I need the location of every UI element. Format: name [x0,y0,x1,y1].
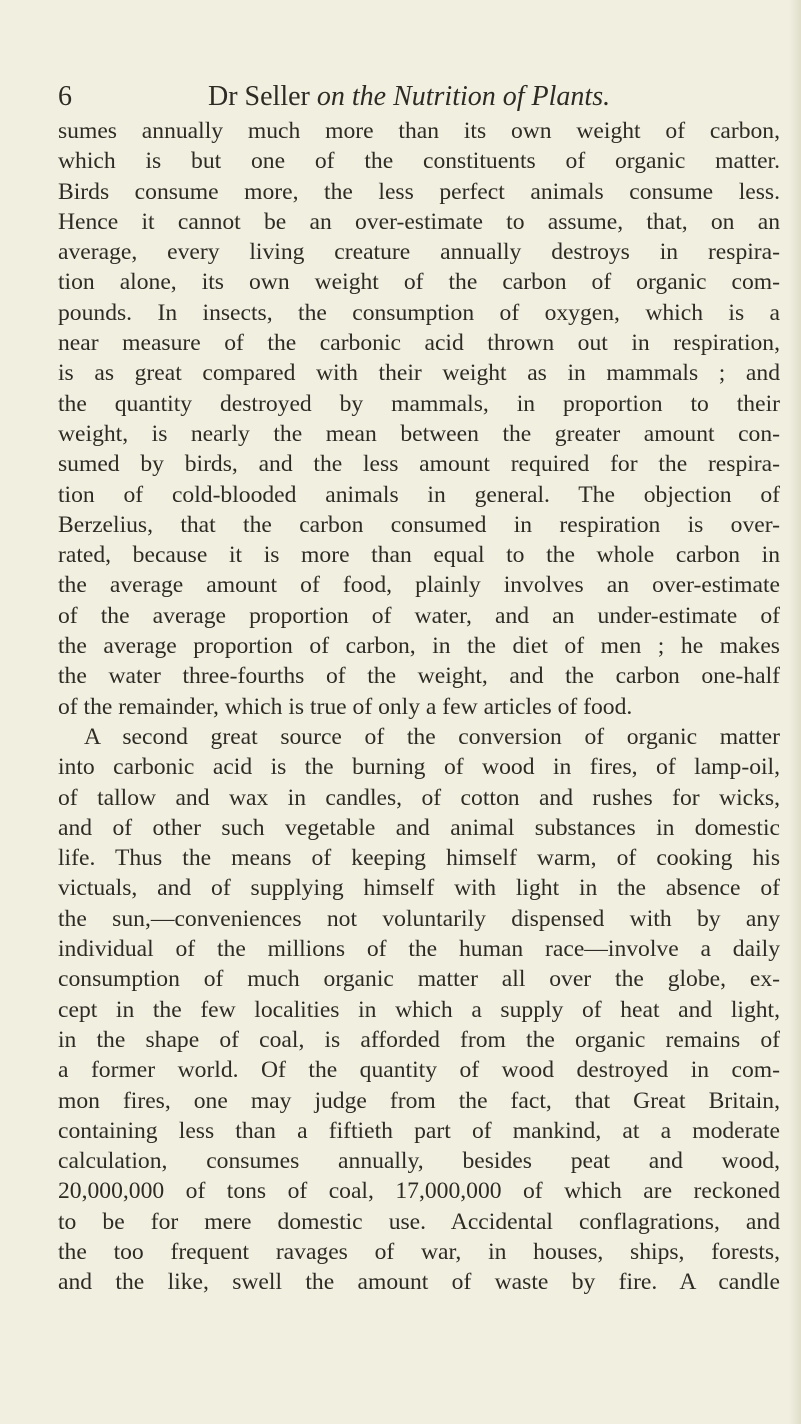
text-line: consumption of much organic matter all over the globe, ex- [58,966,780,993]
text-line: cept in the few localities in which a supply of heat and light, [58,996,780,1023]
text-line: the quantity destroyed by mammals, in proportion to their [58,390,780,417]
text-line: of tallow and wax in candles, of cotton and rushes for wicks, [58,784,780,811]
text-line: sumed by birds, and the less amount required for the respira- [58,451,780,478]
text-line: pounds. In insects, the consumption of oxygen, which is a [58,299,780,326]
text-line: containing less than a fiftieth part of mankind, at a moderate [58,1117,780,1144]
page-number: 6 [58,81,72,112]
text-line: tion of cold-blooded animals in general. The objection of [58,481,780,508]
text-line: into carbonic acid is the burning of wood in fires, of lamp-oil, [58,754,780,781]
text-line: victuals, and of supplying himself with light in the absence of [58,875,780,902]
text-line: to be for mere domestic use. Accidental conflagrations, and [58,1208,780,1235]
text-line: calculation, consumes annually, besides peat and wood, [58,1148,780,1175]
text-line: near measure of the carbonic acid thrown out in respiration, [58,330,780,357]
text-line: is as great compared with their weight as in mammals ; and [58,360,780,387]
text-line: the average proportion of carbon, in the diet of men ; he makes [58,633,780,660]
text-line: Hence it cannot be an over-estimate to assume, that, on an [58,208,780,235]
text-line: individual of the millions of the human race—involve a daily [58,936,780,963]
text-line: average, every living creature annually destroys in respira- [58,239,780,266]
page-edge-shadow [789,0,801,1424]
text-line: of the average proportion of water, and an under-estimate of [58,602,780,629]
text-line: life. Thus the means of keeping himself warm, of cooking his [58,845,780,872]
text-line: 20,000,000 of tons of coal, 17,000,000 of which are reckoned [58,1178,780,1205]
text-line: tion alone, its own weight of the carbon of organic com- [58,269,780,296]
text-line: mon fires, one may judge from the fact, that Great Britain, [58,1087,780,1114]
text-line: the too frequent ravages of war, in houses, ships, forests, [58,1238,780,1265]
text-line: the sun,—conveniences not voluntarily dispensed with by any [58,905,780,932]
text-line: rated, because it is more than equal to the whole carbon in [58,542,780,569]
running-head [58,80,768,114]
text-line: weight, is nearly the mean between the greater amount con- [58,420,780,447]
text-line: A second great source of the conversion of organic matter [84,723,780,750]
paragraph-2 [58,722,780,1298]
text-line: a former world. Of the quantity of wood destroyed in com- [58,1057,780,1084]
text-line: and of other such vegetable and animal substances in domestic [58,814,780,841]
text-line: of the remainder, which is true of only a few articles of food. [58,693,633,720]
text-line: the average amount of food, plainly involves an over-estimate [58,572,780,599]
running-title-author: Dr Seller [208,81,310,112]
text-line: sumes annually much more than its own weight of carbon, [58,118,780,144]
text-line: which is but one of the constituents of organic matter. [58,148,780,175]
text-line: the water three-fourths of the weight, and the carbon one-half [58,663,780,690]
text-line: in the shape of coal, is afforded from the organic remains of [58,1026,780,1053]
text-line: and the like, swell the amount of waste by fire. A candle [58,1269,780,1296]
text-line: Birds consume more, the less perfect animals consume less. [58,178,780,205]
paragraph-1 [58,116,780,722]
running-title-topic: on the Nutrition of Plants. [316,81,611,112]
running-title [208,80,610,114]
body-text [58,116,780,1298]
text-line: Berzelius, that the carbon consumed in respiration is over- [58,511,780,538]
